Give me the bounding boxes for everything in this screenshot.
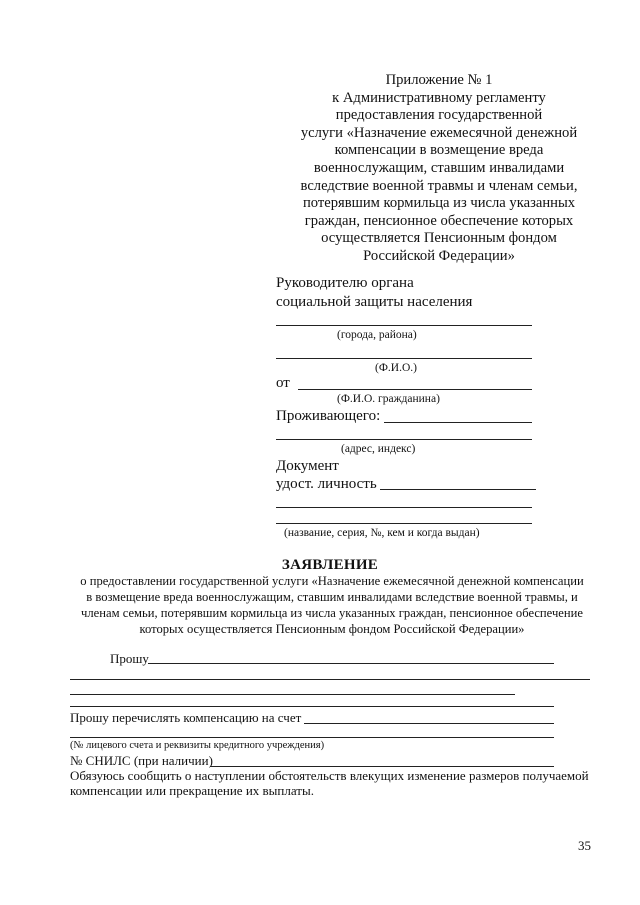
address-caption: (адрес, индекс) <box>341 443 416 455</box>
appendix-header <box>285 72 593 266</box>
addressee-line-1: Руководителю органа <box>276 275 414 291</box>
header-line: граждан, пенсионное обеспечение которых <box>304 212 574 229</box>
request-field[interactable] <box>148 663 554 664</box>
header-line: компенсации в возмещение вреда <box>334 142 544 159</box>
residing-label: Проживающего: <box>276 408 381 424</box>
subtitle-line: членам семьи, потерявшим кормильца из числа указанных граждан, пенсионное обеспечение <box>81 606 583 620</box>
header-line: потерявшим кормильца из числа указанных <box>302 195 576 212</box>
citizen-fio-caption: (Ф.И.О. гражданина) <box>337 393 440 405</box>
account-field[interactable] <box>304 723 554 724</box>
page-number: 35 <box>578 838 591 853</box>
city-district-caption: (города, района) <box>337 329 417 341</box>
header-line: предоставления государственной <box>335 107 543 124</box>
citizen-fio-field[interactable] <box>298 389 532 390</box>
city-district-field[interactable] <box>276 325 532 326</box>
header-line: к Административному регламенту <box>332 89 546 106</box>
subtitle-line: о предоставлении государственной услуги «Назначение ежемесячной денежной компенсации <box>80 574 584 588</box>
address-field[interactable] <box>276 439 532 440</box>
statement-subtitle <box>62 573 602 637</box>
snils-field[interactable] <box>210 766 554 767</box>
account-caption: (№ лицевого счета и реквизиты кредитного учреждения) <box>70 740 325 751</box>
request-field-2[interactable] <box>70 679 590 680</box>
statement-title: ЗАЯВЛЕНИЕ <box>281 557 379 573</box>
official-fio-field[interactable] <box>276 358 532 359</box>
header-line: Приложение № 1 <box>385 72 493 88</box>
document-caption: (название, серия, №, кем и когда выдан) <box>284 527 480 539</box>
id-document-field[interactable] <box>380 489 536 490</box>
document-label: Документ <box>276 458 339 474</box>
header-line: военнослужащим, ставшим инвалидами <box>313 159 565 176</box>
header-line: осуществляется Пенсионным фондом <box>321 230 557 247</box>
request-label: Прошу <box>110 651 149 666</box>
id-label: удост. личность <box>276 476 377 492</box>
id-document-field-2[interactable] <box>276 507 532 508</box>
obligation-line-2: компенсации или прекращение их выплаты. <box>70 783 314 798</box>
snils-label: № СНИЛС (при наличии) <box>70 753 213 768</box>
subtitle-line: которых осуществляется Пенсионным фондом Российской Федерации» <box>139 622 525 636</box>
account-field-2[interactable] <box>70 737 554 738</box>
from-label: от <box>276 375 290 391</box>
header-line: вследствие военной травмы и членам семьи, <box>300 177 578 194</box>
residing-field[interactable] <box>384 422 532 423</box>
addressee-line-2: социальной защиты населения <box>276 294 473 310</box>
request-field-3[interactable] <box>70 694 515 695</box>
transfer-label: Прошу перечислять компенсацию на счет <box>70 710 302 725</box>
header-line: услуги «Назначение ежемесячной денежной <box>300 124 578 141</box>
subtitle-line: в возмещение вреда военнослужащим, ставшим инвалидами вследствие военной травмы, и <box>86 590 578 604</box>
request-field-4[interactable] <box>70 706 554 707</box>
id-document-field-3[interactable] <box>276 523 532 524</box>
obligation-line-1: Обязуюсь сообщить о наступлении обстоятельств влекущих изменение размеров получаемой <box>70 768 589 783</box>
official-fio-caption: (Ф.И.О.) <box>375 362 417 374</box>
header-line: Российской Федерации» <box>363 247 515 264</box>
